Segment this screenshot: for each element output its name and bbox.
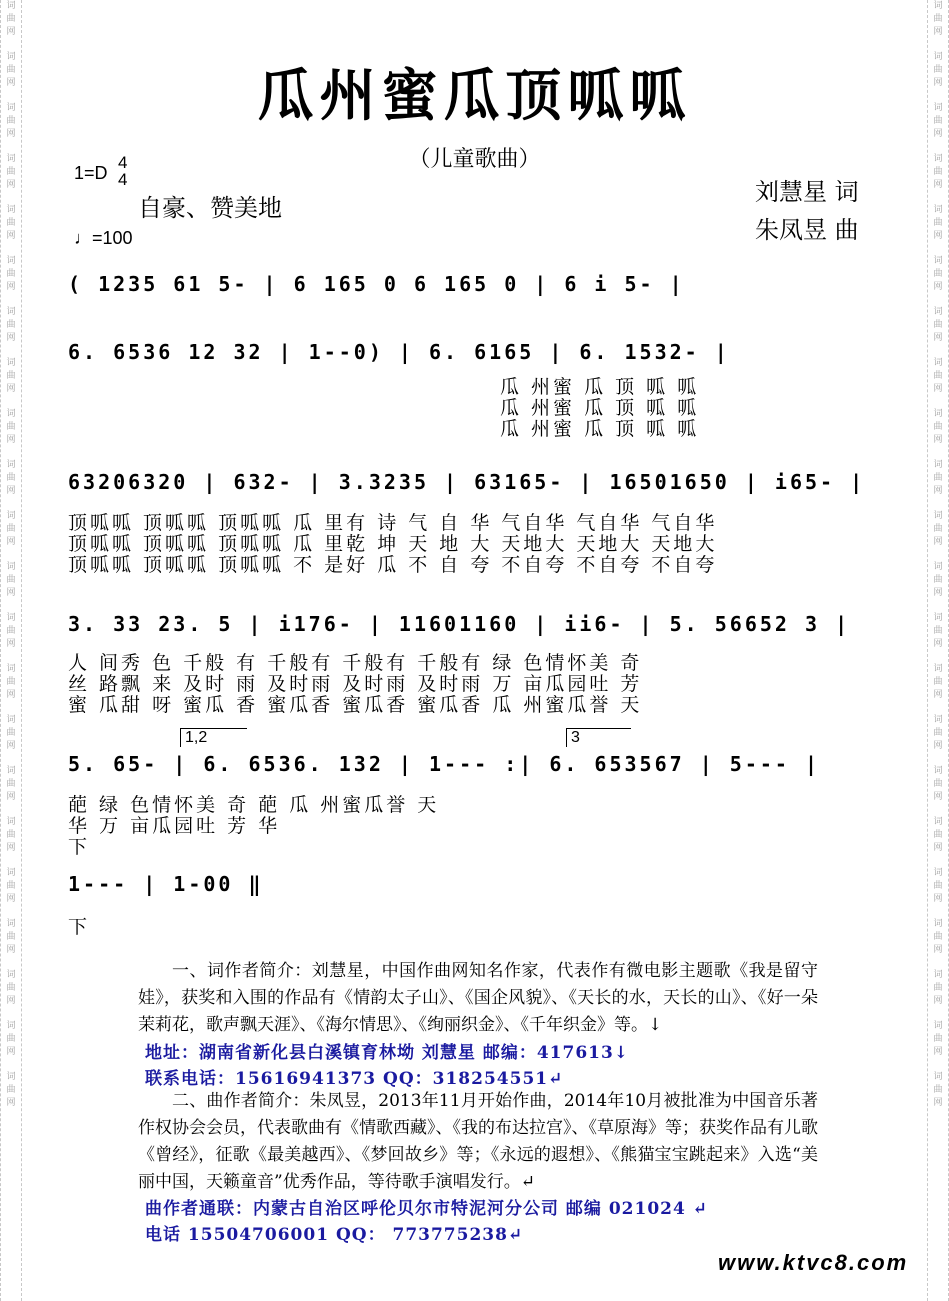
watermark-glyph: 曲 <box>933 830 943 840</box>
key-signature: 1=D <box>74 163 108 183</box>
watermark-glyph-group <box>1 1071 21 1110</box>
lyricist-phone: 联系电话：15616941373 QQ：318254551↵ <box>145 1069 564 1089</box>
watermark-glyph: 词 <box>6 664 16 674</box>
watermark-glyph: 网 <box>6 588 16 598</box>
watermark-glyph: 网 <box>6 843 16 853</box>
score-row-6 <box>68 872 881 942</box>
watermark-glyph: 曲 <box>6 371 16 381</box>
watermark-glyph: 网 <box>933 282 943 292</box>
site-watermark <box>718 1250 908 1276</box>
watermark-glyph-group <box>928 816 948 855</box>
watermark-glyph: 曲 <box>6 932 16 942</box>
watermark-glyph: 曲 <box>933 881 943 891</box>
watermark-glyph: 网 <box>6 129 16 139</box>
watermark-glyph: 词 <box>933 562 943 572</box>
watermark-glyph: 曲 <box>6 626 16 636</box>
composer-phone: 电话 15504706001 QQ： 773775238↵ <box>145 1225 524 1245</box>
volta-bracket-1: 1,2 <box>180 728 247 747</box>
lyric-verse-1: 瓜 州蜜 瓜 顶 呱 呱 <box>500 376 700 398</box>
watermark-glyph: 网 <box>6 27 16 37</box>
watermark-glyph: 曲 <box>933 728 943 738</box>
composer-contact: 曲作者通联：内蒙古自治区呼伦贝尔市特泥河分公司 邮编 021024 ↵ <box>145 1199 708 1219</box>
lyric-verse-3: 蜜 瓜甜 呀 蜜瓜 香 蜜瓜香 蜜瓜香 蜜瓜香 瓜 州蜜瓜誉 天 <box>68 694 643 716</box>
watermark-glyph-group <box>928 612 948 651</box>
notation-line: 5. 65- | 6. 6536. 132 | 1--- :| 6. 653567 | 5--- | <box>68 752 821 776</box>
notation-line: 63206320 | 632- | 3.3235 | 63165- | 16501650 | i65- | <box>68 470 866 494</box>
lyricist-credit: 刘慧星 词 <box>755 178 859 206</box>
composer-intro: 二、曲作者简介：朱凤昱，2013年11月开始作曲，2014年10月被批准为中国音乐著作权协会会员，代表歌曲有《情歌西藏》、《我的布达拉宫》、《草原海》等；获奖作品有儿歌《曾经》，征歌《最美越西》、《梦回故乡》等；《永远的遐想》、《熊猫宝宝跳起来》入选“美丽中国，天籁童音”优秀作品，等待歌手演唱发行。↵ <box>138 1091 818 1192</box>
watermark-glyph: 网 <box>6 690 16 700</box>
watermark-glyph: 词 <box>6 460 16 470</box>
lyric-verse-1: 下 <box>68 916 91 938</box>
watermark-glyph-group <box>1 561 21 600</box>
watermark-glyph: 词 <box>6 613 16 623</box>
lyricist-intro: 一、词作者简介：刘慧星，中国作曲网知名作家，代表作有微电影主题歌《我是留守娃》，获奖和入围的作品有《情韵太子山》、《国企风貌》、《天长的水，天长的山》、《好一朵茉莉花，歌声飘天涯》、《海尔情思》、《绚丽织金》、《千年织金》等。↓ <box>138 961 818 1035</box>
watermark-glyph: 曲 <box>6 575 16 585</box>
watermark-glyph: 曲 <box>6 14 16 24</box>
watermark-glyph-group <box>1 918 21 957</box>
watermark-glyph: 网 <box>933 129 943 139</box>
watermark-glyph: 网 <box>933 945 943 955</box>
watermark-glyph: 网 <box>933 639 943 649</box>
watermark-glyph-group <box>1 357 21 396</box>
watermark-glyph: 网 <box>933 792 943 802</box>
watermark-glyph: 曲 <box>6 269 16 279</box>
watermark-glyph: 词 <box>6 766 16 776</box>
lyric-verse-2: 丝 路飘 来 及时 雨 及时雨 及时雨 及时雨 万 亩瓜园吐 芳 <box>68 673 643 695</box>
watermark-glyph: 曲 <box>933 983 943 993</box>
composer-credit: 朱凤昱 曲 <box>755 216 859 244</box>
watermark-glyph: 曲 <box>6 473 16 483</box>
site-url: www.ktvc8.com <box>718 1250 909 1275</box>
watermark-glyph: 词 <box>933 103 943 113</box>
watermark-glyph: 词 <box>6 511 16 521</box>
watermark-glyph: 网 <box>6 384 16 394</box>
score-row-2 <box>68 340 881 440</box>
watermark-glyph: 词 <box>933 256 943 266</box>
lyricist-address: 地址：湖南省新化县白溪镇育林坳 刘慧星 邮编：417613↓ <box>145 1043 630 1063</box>
watermark-glyph-group <box>928 714 948 753</box>
watermark-glyph-group <box>1 867 21 906</box>
watermark-glyph: 网 <box>933 231 943 241</box>
expression-mark: 自豪、赞美地 <box>138 194 282 222</box>
watermark-glyph-group <box>928 867 948 906</box>
watermark-glyph: 网 <box>933 996 943 1006</box>
watermark-glyph: 曲 <box>933 65 943 75</box>
watermark-glyph-group <box>928 1071 948 1110</box>
watermark-glyph: 网 <box>6 1098 16 1108</box>
notation-line: ( 1235 61 5- | 6 165 0 6 165 0 | 6 i 5- | <box>68 272 685 296</box>
watermark-glyph: 网 <box>6 435 16 445</box>
right-watermark-strip <box>927 0 949 1301</box>
volta-bracket-2: 3 <box>566 728 631 747</box>
watermark-glyph: 网 <box>933 78 943 88</box>
watermark-glyph: 曲 <box>6 830 16 840</box>
watermark-glyph-group <box>928 561 948 600</box>
watermark-glyph-group <box>928 1020 948 1059</box>
watermark-glyph: 曲 <box>933 371 943 381</box>
watermark-glyph: 曲 <box>6 65 16 75</box>
watermark-glyph: 词 <box>933 613 943 623</box>
watermark-glyph-group <box>928 0 948 39</box>
watermark-glyph: 词 <box>933 307 943 317</box>
watermark-glyph: 曲 <box>933 116 943 126</box>
watermark-glyph: 曲 <box>6 1034 16 1044</box>
watermark-glyph: 词 <box>933 766 943 776</box>
watermark-glyph: 词 <box>6 409 16 419</box>
watermark-glyph: 曲 <box>933 677 943 687</box>
watermark-glyph: 词 <box>933 664 943 674</box>
watermark-glyph-group <box>1 1020 21 1059</box>
watermark-glyph: 词 <box>933 52 943 62</box>
watermark-glyph: 曲 <box>933 269 943 279</box>
watermark-glyph: 词 <box>6 205 16 215</box>
watermark-glyph: 网 <box>6 1047 16 1057</box>
watermark-glyph: 网 <box>933 588 943 598</box>
watermark-glyph: 词 <box>933 460 943 470</box>
watermark-glyph: 网 <box>6 741 16 751</box>
watermark-glyph: 词 <box>6 868 16 878</box>
song-title: 瓜州蜜瓜顶呱呱 <box>257 63 692 129</box>
watermark-glyph: 曲 <box>6 116 16 126</box>
watermark-glyph-group <box>1 765 21 804</box>
lyric-verse-1: 葩 绿 色情怀美 奇 葩 瓜 州蜜瓜誉 天 <box>68 794 440 816</box>
watermark-glyph: 网 <box>933 180 943 190</box>
watermark-glyph: 词 <box>933 511 943 521</box>
watermark-glyph: 曲 <box>6 218 16 228</box>
notation-line: 6. 6536 12 32 | 1--0) | 6. 6165 | 6. 1532- | <box>68 340 730 364</box>
lyric-verse-2: 顶呱呱 顶呱呱 顶呱呱 瓜 里乾 坤 天 地 大 天地大 天地大 天地大 <box>68 533 718 555</box>
watermark-glyph-group <box>928 765 948 804</box>
score-row-4 <box>68 612 881 722</box>
lyric-verse-2: 华 万 亩瓜园吐 芳 华 <box>68 815 281 837</box>
watermark-glyph: 词 <box>933 970 943 980</box>
score-row-3 <box>68 470 881 580</box>
lyric-verse-1: 人 间秀 色 千般 有 千般有 千般有 千般有 绿 色情怀美 奇 <box>68 652 643 674</box>
watermark-glyph: 曲 <box>6 779 16 789</box>
watermark-glyph-group <box>1 306 21 345</box>
watermark-glyph: 曲 <box>933 524 943 534</box>
watermark-glyph-group <box>928 459 948 498</box>
watermark-glyph: 词 <box>933 868 943 878</box>
watermark-glyph-group <box>1 969 21 1008</box>
watermark-glyph-group <box>1 255 21 294</box>
watermark-glyph-group <box>1 459 21 498</box>
watermark-glyph: 词 <box>933 1 943 11</box>
watermark-glyph: 曲 <box>6 728 16 738</box>
watermark-glyph: 网 <box>933 1047 943 1057</box>
watermark-glyph: 网 <box>933 333 943 343</box>
left-watermark-strip <box>0 0 22 1301</box>
watermark-glyph: 网 <box>6 486 16 496</box>
lyric-verse-3: 顶呱呱 顶呱呱 顶呱呱 不 是好 瓜 不 自 夸 不自夸 不自夸 不自夸 <box>68 554 718 576</box>
watermark-glyph: 曲 <box>6 320 16 330</box>
watermark-glyph-group <box>928 663 948 702</box>
watermark-glyph: 词 <box>933 919 943 929</box>
watermark-glyph-group <box>1 816 21 855</box>
watermark-glyph: 曲 <box>6 422 16 432</box>
watermark-glyph: 曲 <box>933 1034 943 1044</box>
watermark-glyph: 词 <box>6 52 16 62</box>
watermark-glyph: 网 <box>933 486 943 496</box>
watermark-glyph: 词 <box>933 409 943 419</box>
watermark-glyph: 曲 <box>933 932 943 942</box>
watermark-glyph-group <box>928 918 948 957</box>
watermark-glyph: 曲 <box>933 422 943 432</box>
watermark-glyph: 曲 <box>933 779 943 789</box>
watermark-glyph-group <box>928 306 948 345</box>
watermark-glyph-group <box>1 714 21 753</box>
watermark-glyph: 网 <box>933 1098 943 1108</box>
watermark-glyph-group <box>928 510 948 549</box>
watermark-glyph: 曲 <box>933 167 943 177</box>
watermark-glyph: 网 <box>6 945 16 955</box>
watermark-glyph: 词 <box>6 919 16 929</box>
watermark-glyph: 曲 <box>933 626 943 636</box>
watermark-glyph-group <box>1 408 21 447</box>
watermark-glyph: 词 <box>6 562 16 572</box>
watermark-glyph: 词 <box>6 256 16 266</box>
watermark-glyph: 词 <box>6 817 16 827</box>
time-signature <box>118 154 127 188</box>
watermark-glyph: 网 <box>933 741 943 751</box>
watermark-glyph-group <box>928 255 948 294</box>
song-subtitle: （儿童歌曲） <box>408 147 541 172</box>
watermark-glyph: 词 <box>6 970 16 980</box>
watermark-glyph: 词 <box>933 154 943 164</box>
watermark-glyph: 网 <box>933 384 943 394</box>
watermark-glyph: 网 <box>933 894 943 904</box>
watermark-glyph: 网 <box>6 996 16 1006</box>
watermark-glyph: 词 <box>933 205 943 215</box>
watermark-glyph: 词 <box>933 1021 943 1031</box>
watermark-glyph: 曲 <box>933 1085 943 1095</box>
watermark-glyph: 网 <box>6 78 16 88</box>
watermark-glyph: 词 <box>6 1021 16 1031</box>
watermark-glyph-group <box>1 510 21 549</box>
watermark-glyph: 曲 <box>6 881 16 891</box>
watermark-glyph: 网 <box>6 180 16 190</box>
watermark-glyph: 词 <box>6 103 16 113</box>
watermark-glyph: 词 <box>933 817 943 827</box>
watermark-glyph: 网 <box>933 843 943 853</box>
watermark-glyph-group <box>928 204 948 243</box>
watermark-glyph: 网 <box>6 792 16 802</box>
lyric-verse-1: 顶呱呱 顶呱呱 顶呱呱 瓜 里有 诗 气 自 华 气自华 气自华 气自华 <box>68 512 718 534</box>
lyric-verse-3: 瓜 州蜜 瓜 顶 呱 呱 <box>500 418 700 440</box>
watermark-glyph: 曲 <box>933 14 943 24</box>
watermark-glyph: 曲 <box>6 167 16 177</box>
watermark-glyph-group <box>1 0 21 39</box>
watermark-glyph: 曲 <box>6 1085 16 1095</box>
time-signature-top: 4 <box>118 153 128 172</box>
watermark-glyph: 曲 <box>933 218 943 228</box>
watermark-glyph: 词 <box>6 154 16 164</box>
time-signature-bottom: 4 <box>118 170 128 189</box>
watermark-glyph: 网 <box>6 894 16 904</box>
watermark-glyph: 网 <box>6 333 16 343</box>
watermark-glyph: 网 <box>933 537 943 547</box>
watermark-glyph-group <box>928 357 948 396</box>
watermark-glyph: 曲 <box>6 983 16 993</box>
watermark-glyph: 词 <box>6 1 16 11</box>
watermark-glyph-group <box>928 408 948 447</box>
watermark-glyph: 曲 <box>933 473 943 483</box>
tempo-mark: ♩=100 <box>74 228 133 248</box>
score-row-1 <box>68 272 881 312</box>
watermark-glyph-group <box>1 612 21 651</box>
watermark-glyph: 网 <box>6 639 16 649</box>
watermark-glyph: 曲 <box>6 677 16 687</box>
watermark-glyph-group <box>1 663 21 702</box>
watermark-glyph: 曲 <box>933 575 943 585</box>
watermark-glyph: 曲 <box>6 524 16 534</box>
watermark-glyph: 词 <box>6 307 16 317</box>
lyric-verse-2: 瓜 州蜜 瓜 顶 呱 呱 <box>500 397 700 419</box>
watermark-glyph-group <box>1 204 21 243</box>
watermark-glyph: 网 <box>6 231 16 241</box>
watermark-glyph: 词 <box>6 1072 16 1082</box>
watermark-glyph: 词 <box>933 715 943 725</box>
watermark-glyph: 词 <box>933 1072 943 1082</box>
watermark-glyph: 词 <box>6 715 16 725</box>
watermark-glyph: 网 <box>6 537 16 547</box>
score-row-5 <box>68 728 881 858</box>
watermark-glyph: 曲 <box>933 320 943 330</box>
lyric-verse-3: 下 <box>68 836 91 858</box>
watermark-glyph-group <box>928 969 948 1008</box>
watermark-glyph: 词 <box>933 358 943 368</box>
notation-line: 1--- | 1-00 ‖ <box>68 872 264 896</box>
watermark-glyph: 网 <box>933 27 943 37</box>
watermark-glyph: 网 <box>933 435 943 445</box>
watermark-glyph: 网 <box>6 282 16 292</box>
notation-line: 3. 33 23. 5 | i176- | 11601160 | ii6- | 5. 56652 3 | <box>68 612 851 636</box>
watermark-glyph: 词 <box>6 358 16 368</box>
watermark-glyph: 网 <box>933 690 943 700</box>
